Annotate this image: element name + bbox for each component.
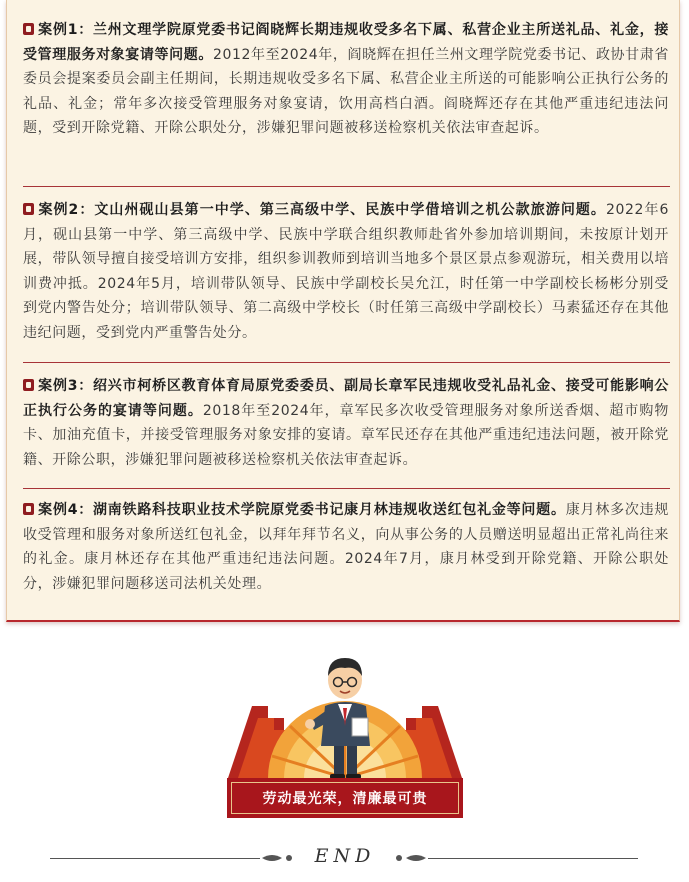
case-bullet-icon — [23, 23, 34, 35]
case-3-body: 2018年至2024年，章军民多次收受管理服务对象所送香烟、超市购物卡、加油充值卡，并接受管理服务对象安排的宴请。章军民还存在其他严重违纪违法问题，被开除党籍、开除公职，涉嫌犯罪问题被移送检察机关依法审查起诉。 — [23, 402, 669, 468]
case-2-body: 2022年6月，砚山县第一中学、第三高级中学、民族中学联合组织教师赴省外参加培训期间，未按原计划开展，带队领导擅自接受培训方安排，组织参训教师到培训当地多个景区景点参观游玩，相关费用以培训费冲抵。2024年5月，培训带队领导、民族中学副校长吴允江，时任第一中学副校长杨彬分别受到党内警告处分；培训带队领导、第二高级中学校长（时任第三高级中学副校长）马素猛还存在其他违纪问题，受到党内严重警告处分。 — [23, 202, 669, 341]
divider — [23, 362, 670, 363]
divider — [23, 186, 670, 187]
end-line-left — [50, 858, 260, 859]
end-ornament-icon — [262, 851, 296, 865]
case-4-body: 康月林多次违规收受管理和服务对象所送红包礼金，以拜年拜节名义，向从事公务的人员赠送明显超出正常礼尚往来的礼金。康月林还存在其他严重违纪违法问题。2024年7月，康月林受到开除党籍、开除公职处分，涉嫌犯罪问题移送司法机关处理。 — [23, 502, 670, 592]
case-2-heading: 案例2：文山州砚山县第一中学、第三高级中学、民族中学借培训之机公款旅游问题。 — [38, 202, 606, 218]
case-3 — [23, 374, 669, 472]
slogan-banner — [227, 778, 463, 818]
case-1 — [23, 18, 669, 141]
end-line-right — [428, 858, 638, 859]
divider — [23, 488, 670, 489]
case-bullet-icon — [23, 503, 34, 515]
case-1-body: 2012年至2024年，阎晓辉在担任兰州文理学院党委书记、政协甘肃省委员会提案委员会副主任期间，长期违规收受多名下属、私营企业主所送的可能影响公正执行公务的礼品、礼金；常年多次接受管理服务对象宴请，饮用高档白酒。阎晓辉还存在其他严重违纪违法问题，受到开除党籍、开除公职处分，涉嫌犯罪问题被移送检察机关依法审查起诉。 — [23, 46, 669, 136]
end-ornament-icon — [392, 851, 426, 865]
case-2 — [23, 198, 669, 345]
end-text: END — [314, 845, 376, 867]
case-4 — [23, 498, 669, 596]
case-4-heading: 案例4：湖南铁路科技职业技术学院原党委书记康月林违规收送红包礼金等问题。 — [38, 502, 566, 518]
cartoon-official-figure — [228, 646, 462, 786]
case-bullet-icon — [23, 379, 34, 391]
case-1-heading: 案例1：兰州文理学院原党委书记阎晓辉长期违规收受多名下属、私营企业主所送礼品、礼金，接受管理服务对象宴请等问题。 — [23, 22, 669, 63]
case-3-heading: 案例3：绍兴市柯桥区教育体育局原党委委员、副局长章军民违规收受礼品礼金、接受可能影响公正执行公务的宴请等问题。 — [23, 378, 669, 419]
slogan-text: 劳动最光荣，清廉最可贵 — [262, 791, 428, 807]
case-bullet-icon — [23, 203, 34, 215]
cases-card — [6, 0, 680, 622]
